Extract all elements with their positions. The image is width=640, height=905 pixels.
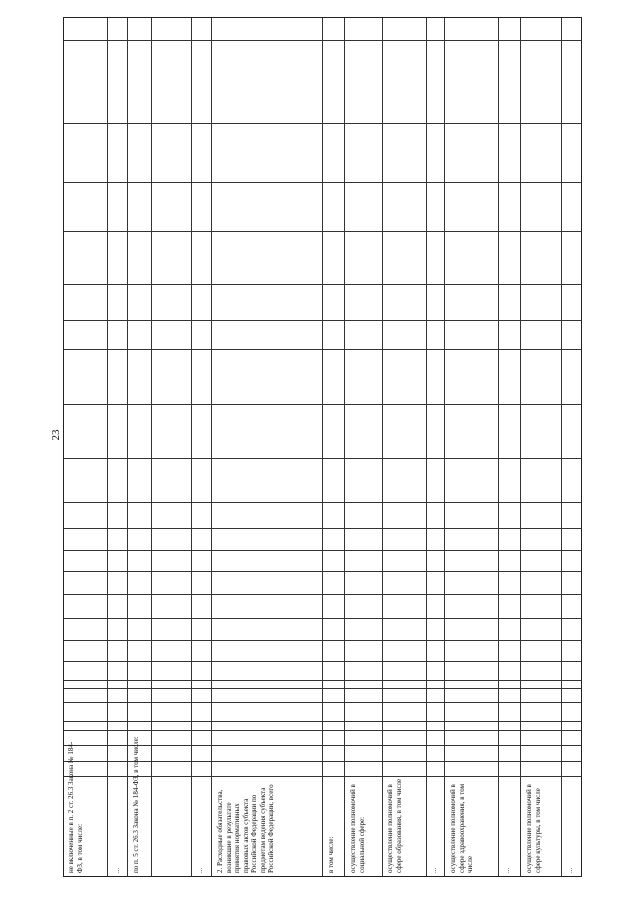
row-label: не включенные в п. 2 ст. 26.3 Закона № 184-ФЗ, в том числе: bbox=[67, 741, 84, 873]
row-label: ... bbox=[430, 867, 438, 873]
row-label: осуществление полномочий в социальной сфере: bbox=[349, 784, 366, 873]
table-gridline bbox=[107, 18, 108, 876]
row-label: осуществление полномочий в сфере здравоохранения, в том числе bbox=[449, 783, 474, 873]
table-gridline bbox=[151, 18, 152, 876]
row-label: осуществление полномочий в сфере культуры, в том числе bbox=[525, 784, 542, 873]
page-number: 23 bbox=[50, 429, 62, 441]
table-gridline bbox=[498, 18, 499, 876]
table-gridline bbox=[520, 18, 521, 876]
table-gridline bbox=[561, 18, 562, 876]
row-label: 2. Расходные обязательства, возникшие в результате принятия нормативных правовых актов субъекта Российской Федерации по предметам ведения субъекта Российской Федерации, всего bbox=[216, 784, 275, 873]
row-label: ... bbox=[196, 867, 204, 873]
row-label: осуществление полномочий в сфере образования, в том числе bbox=[386, 778, 403, 873]
table-gridline bbox=[444, 18, 445, 876]
data-table bbox=[63, 17, 582, 877]
table-gridline bbox=[344, 18, 345, 876]
table-gridline bbox=[211, 18, 212, 876]
row-label: ... bbox=[113, 867, 121, 873]
table-gridline bbox=[127, 18, 128, 876]
table-gridline bbox=[426, 18, 427, 876]
row-label: в том числе: bbox=[327, 836, 335, 873]
row-label: по п. 5 ст. 26.3 Закона № 184-ФЗ, в том числе: bbox=[132, 736, 140, 873]
table-gridline bbox=[382, 18, 383, 876]
row-label: ... bbox=[566, 867, 574, 873]
table-gridline bbox=[322, 18, 323, 876]
row-label: ... bbox=[503, 867, 511, 873]
table-gridline bbox=[191, 18, 192, 876]
